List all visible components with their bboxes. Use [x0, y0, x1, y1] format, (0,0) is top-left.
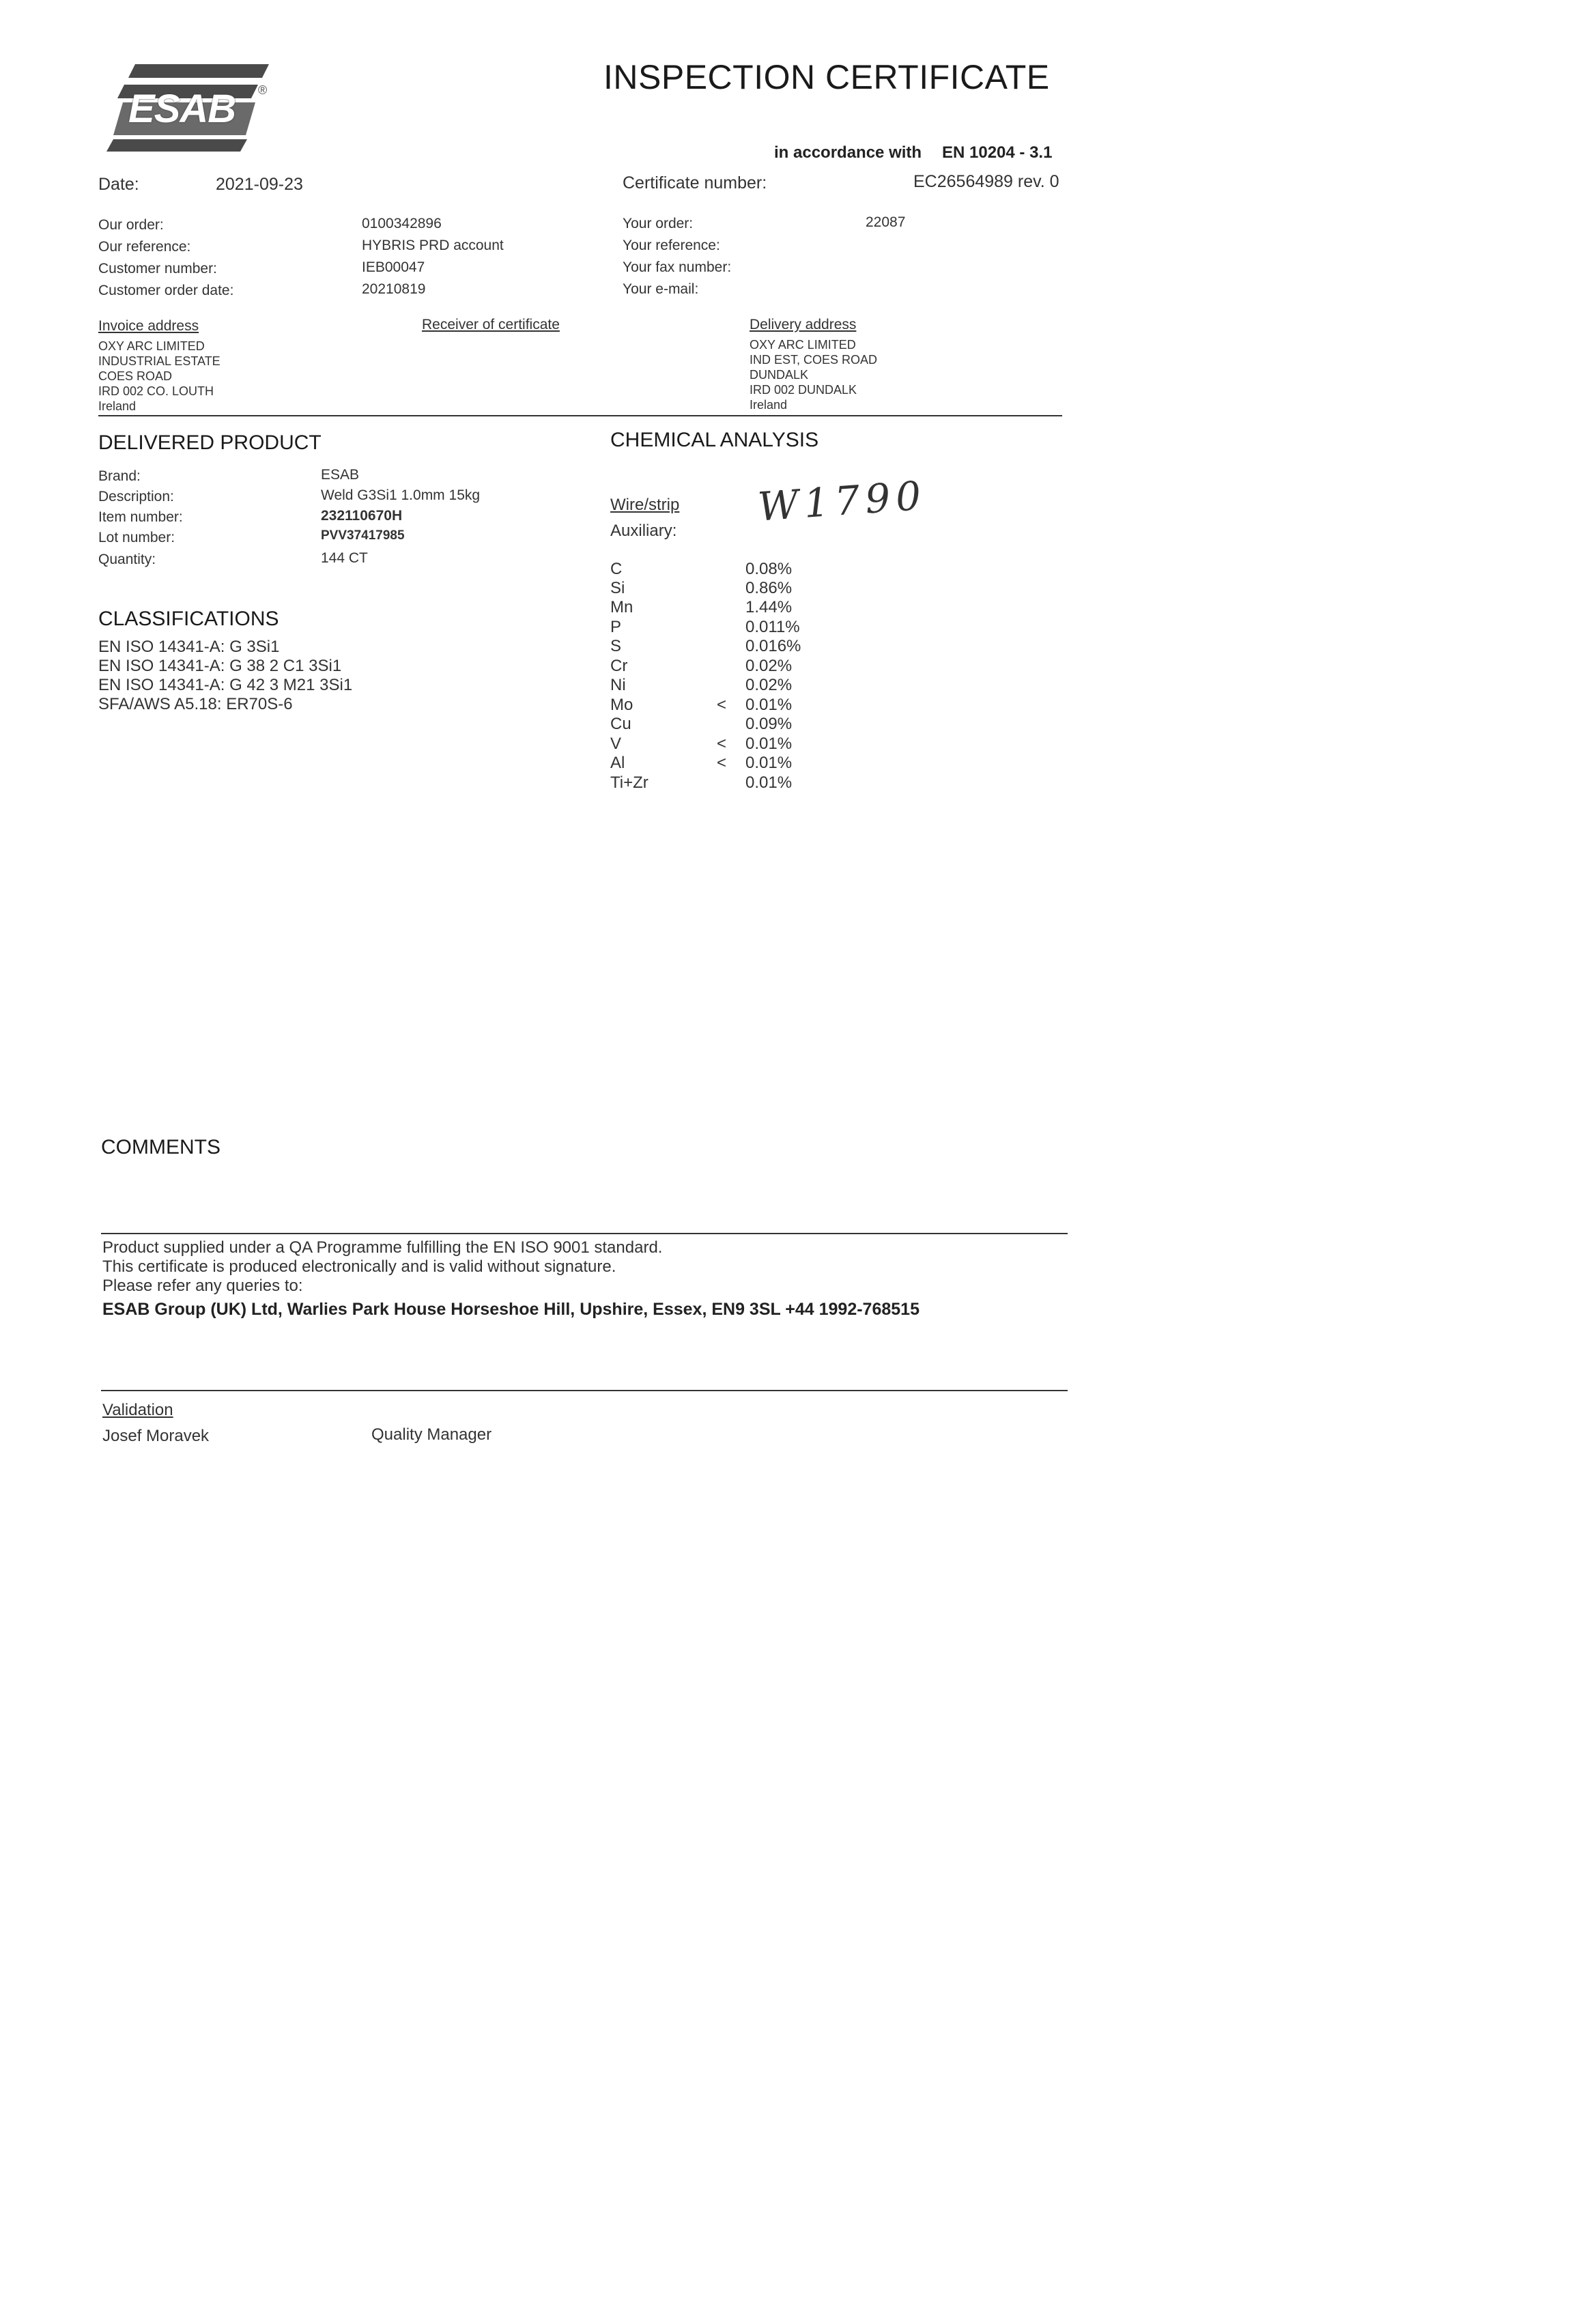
customer-number-value: IEB00047 — [362, 259, 425, 275]
element-qualifier: < — [717, 735, 727, 753]
element-value: 0.016% — [745, 637, 801, 655]
classification-item: EN ISO 14341-A: G 42 3 M21 3Si1 — [98, 676, 353, 694]
accordance-label: in accordance with — [774, 143, 922, 162]
divider — [101, 1390, 1068, 1391]
description-label: Description: — [98, 489, 174, 504]
element-symbol: Cu — [610, 715, 631, 733]
certificate-label: Certificate number: — [623, 173, 767, 193]
delivery-address-line: IND EST, COES ROAD — [750, 353, 878, 367]
your-order-value: 22087 — [866, 214, 906, 230]
date-label: Date: — [98, 175, 139, 194]
our-order-value: 0100342896 — [362, 216, 442, 231]
certificate-value: EC26564989 rev. 0 — [913, 172, 1059, 191]
invoice-address-line: OXY ARC LIMITED — [98, 339, 205, 353]
logo-text: ESAB — [128, 87, 236, 131]
quantity-label: Quantity: — [98, 552, 156, 567]
our-reference-label: Our reference: — [98, 239, 191, 255]
brand-value: ESAB — [321, 467, 360, 483]
auxiliary-label: Auxiliary: — [610, 522, 677, 540]
element-symbol: Mn — [610, 598, 633, 616]
date-value: 2021-09-23 — [216, 175, 303, 194]
comment-line: Product supplied under a QA Programme fulfilling the EN ISO 9001 standard. — [102, 1238, 663, 1257]
validator-role: Quality Manager — [371, 1425, 492, 1444]
comment-line: This certificate is produced electronically and is valid without signature. — [102, 1257, 616, 1276]
brand-label: Brand: — [98, 468, 141, 484]
delivery-address-line: IRD 002 DUNDALK — [750, 383, 857, 397]
element-value: 0.08% — [745, 560, 793, 578]
element-value: 0.02% — [745, 676, 793, 694]
element-value: 0.01% — [745, 773, 793, 792]
element-value: 0.011% — [745, 618, 800, 636]
delivery-address-line: DUNDALK — [750, 368, 809, 382]
your-order-label: Your order: — [623, 216, 694, 231]
element-value: 1.44% — [745, 598, 793, 616]
item-number-label: Item number: — [98, 509, 183, 525]
customer-order-date-value: 20210819 — [362, 281, 426, 297]
lot-number-label: Lot number: — [98, 530, 175, 545]
lot-number-value: PVV37417985 — [321, 528, 405, 543]
delivery-address-line: OXY ARC LIMITED — [750, 338, 856, 352]
description-value: Weld G3Si1 1.0mm 15kg — [321, 487, 481, 503]
esab-logo — [100, 59, 277, 154]
delivery-address-title: Delivery address — [750, 317, 857, 332]
wire-strip-label: Wire/strip — [610, 496, 680, 514]
element-qualifier: < — [717, 696, 727, 714]
company-contact: ESAB Group (UK) Ltd, Warlies Park House Horseshoe Hill, Upshire, Essex, EN9 3SL +44 1992-768515 — [102, 1300, 920, 1319]
handwritten-note: W1790 — [756, 472, 928, 530]
invoice-address-line: INDUSTRIAL ESTATE — [98, 354, 220, 368]
comments-heading: COMMENTS — [101, 1136, 220, 1158]
element-symbol: Mo — [610, 696, 633, 714]
element-value: 0.86% — [745, 579, 793, 597]
your-email-label: Your e-mail: — [623, 281, 699, 297]
classification-item: EN ISO 14341-A: G 3Si1 — [98, 638, 280, 656]
receiver-title: Receiver of certificate — [422, 317, 560, 332]
classification-item: SFA/AWS A5.18: ER70S-6 — [98, 695, 293, 713]
classification-item: EN ISO 14341-A: G 38 2 C1 3Si1 — [98, 657, 342, 675]
our-order-label: Our order: — [98, 217, 164, 233]
classifications-heading: CLASSIFICATIONS — [98, 608, 279, 630]
invoice-address-title: Invoice address — [98, 318, 199, 334]
quantity-value: 144 CT — [321, 550, 368, 566]
element-symbol: C — [610, 560, 623, 578]
chemical-analysis-heading: CHEMICAL ANALYSIS — [610, 429, 819, 451]
invoice-address-line: Ireland — [98, 399, 137, 413]
divider — [101, 1233, 1068, 1234]
our-reference-value: HYBRIS PRD account — [362, 238, 504, 253]
element-value: 0.09% — [745, 715, 793, 733]
element-symbol: Al — [610, 754, 625, 772]
element-value: 0.01% — [745, 735, 793, 753]
customer-order-date-label: Customer order date: — [98, 283, 234, 298]
invoice-address-line: COES ROAD — [98, 369, 173, 383]
validation-title: Validation — [102, 1401, 173, 1419]
element-symbol: Ni — [610, 676, 626, 694]
delivery-address-line: Ireland — [750, 398, 788, 412]
your-fax-label: Your fax number: — [623, 259, 732, 275]
element-value: 0.01% — [745, 696, 793, 714]
comment-line: Please refer any queries to: — [102, 1277, 303, 1295]
registered-mark: ® — [258, 83, 268, 97]
element-symbol: V — [610, 735, 622, 753]
divider — [98, 415, 1062, 416]
customer-number-label: Customer number: — [98, 261, 217, 276]
element-symbol: Ti+Zr — [610, 773, 649, 792]
validator-name: Josef Moravek — [102, 1427, 210, 1445]
page-title: INSPECTION CERTIFICATE — [603, 58, 1050, 96]
accordance-standard: EN 10204 - 3.1 — [942, 143, 1053, 162]
element-symbol: P — [610, 618, 622, 636]
element-qualifier: < — [717, 754, 727, 772]
delivered-product-heading: DELIVERED PRODUCT — [98, 431, 322, 454]
element-symbol: Si — [610, 579, 625, 597]
element-symbol: S — [610, 637, 622, 655]
invoice-address-line: IRD 002 CO. LOUTH — [98, 384, 214, 398]
element-value: 0.01% — [745, 754, 793, 772]
element-value: 0.02% — [745, 657, 793, 675]
item-number-value: 232110670H — [321, 508, 403, 524]
element-symbol: Cr — [610, 657, 628, 675]
your-reference-label: Your reference: — [623, 238, 720, 253]
